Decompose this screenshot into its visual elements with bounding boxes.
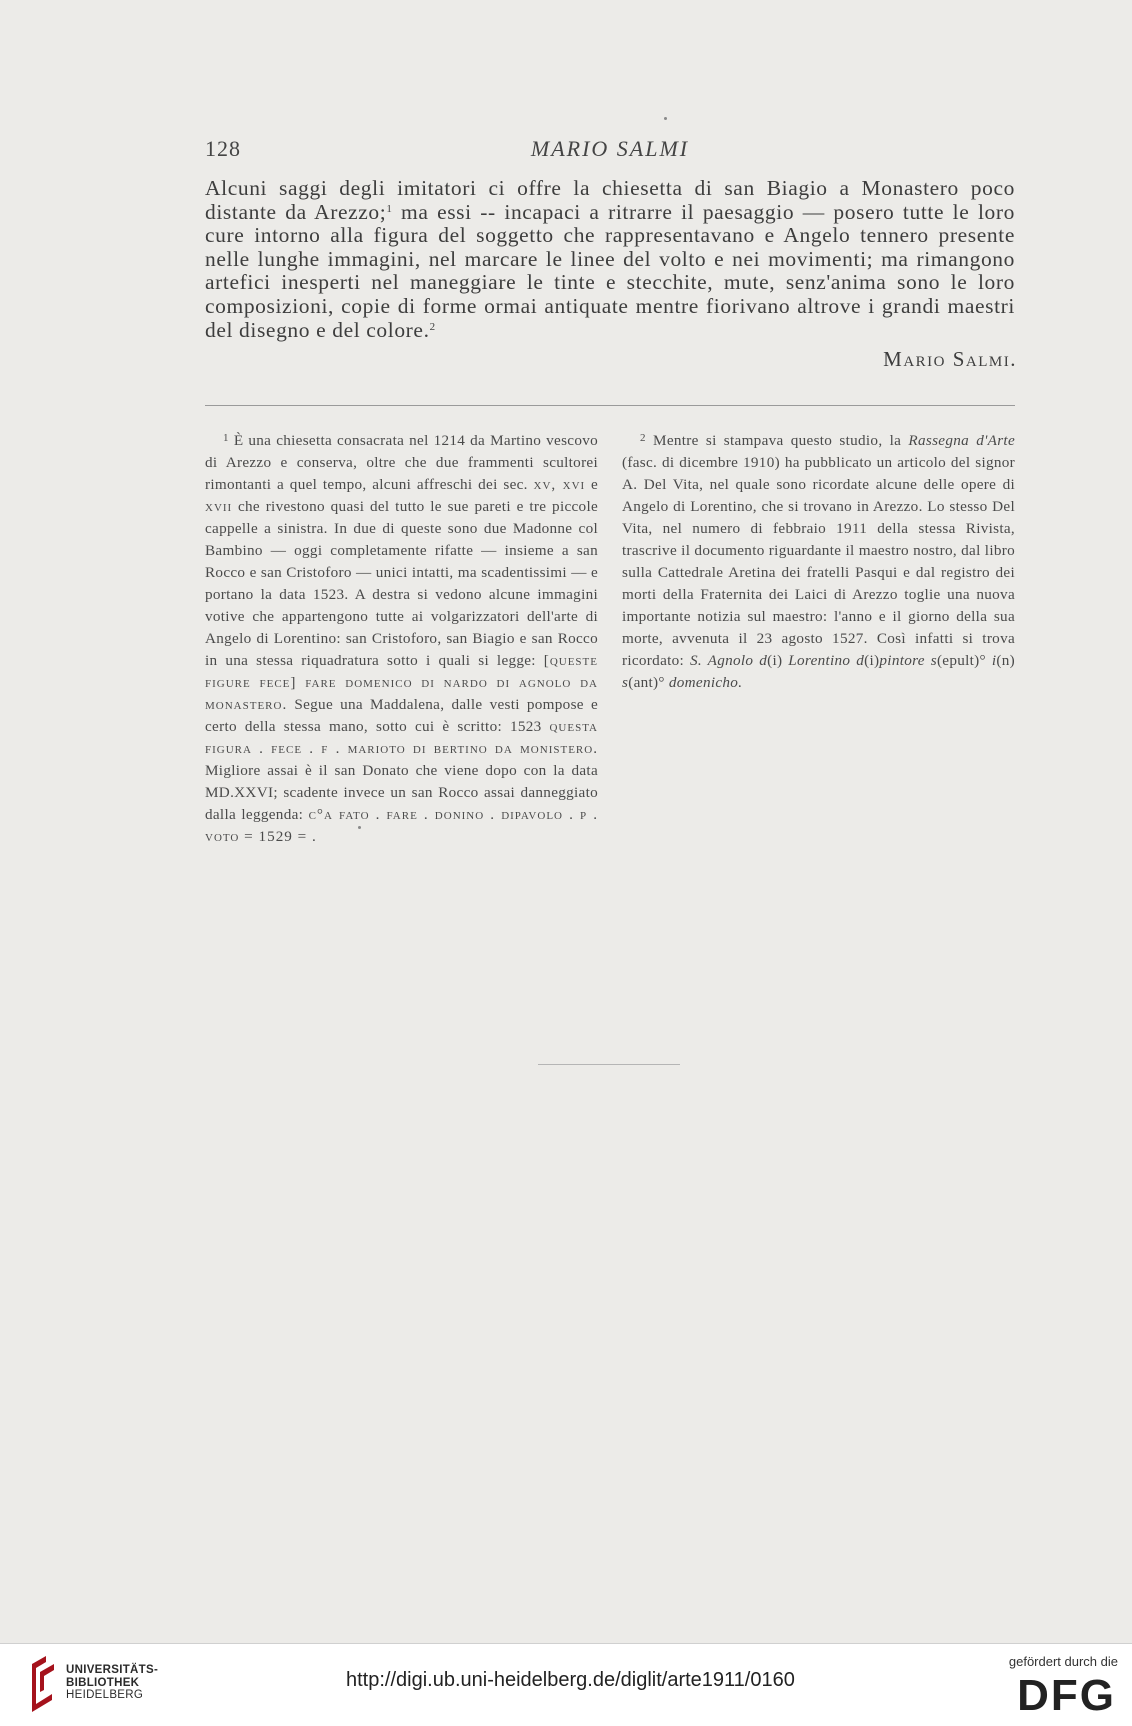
record-quote: i	[991, 652, 997, 669]
footnote-2-text: Mentre si stampava questo studio, la	[645, 432, 909, 449]
record-quote: Lorentino d	[788, 652, 865, 669]
permalink-url[interactable]: http://digi.ub.uni-heidelberg.de/diglit/arte1911/0160	[346, 1669, 795, 1691]
scan-speck	[358, 826, 361, 829]
scan-speck	[664, 117, 667, 120]
footnotes	[205, 430, 1015, 845]
library-name	[66, 1664, 158, 1702]
footnote-ref-2: 2	[429, 320, 436, 333]
record-quote: domenicho.	[668, 674, 743, 691]
footnote-2	[622, 430, 1015, 694]
footnote-1-text: Migliore assai è il san Donato che viene dopo con la data MD.XXVI; scadente invece un san Rocco assai danneggiato dalla leggenda:	[205, 762, 598, 823]
funding-caption: gefördert durch die	[1008, 1654, 1118, 1669]
footnote-column-left	[205, 430, 598, 848]
record-quote-expansion: (n)	[996, 652, 1015, 669]
footnote-1-smallcaps: xv, xvi	[533, 476, 586, 493]
footnote-ref-1: 1	[386, 202, 393, 215]
footnote-1-text: Segue una Maddalena, dalle vesti pompose e certo della stessa mano, sotto cui è scritto: 1523	[205, 696, 598, 735]
running-head: MARIO SALMI	[530, 136, 690, 161]
footnote-1-text: che rivestono quasi del tutto le sue pareti e tre piccole cappelle a sinistra. In due di queste sono due Madonne col Bambino — oggi completamente rifatte — insieme a san Rocco e san Cristoforo — unici intatti, ma scadentissimi — e portano la data 1523. A destra si vedono alcune immagini votive che appartengono tutte ai volgarizzatori dell'arte di Angelo di Lorentino: san Cristoforo, san Biagio e san Rocco in una stessa riquadratura sotto i quali si legge:	[205, 498, 598, 669]
record-quote: pintore s	[879, 652, 937, 669]
body-text-1: Alcuni saggi degli imitatori ci offre la chiesetta di san Biagio a Monastero poco distante da Arezzo;	[205, 176, 1015, 224]
record-quote-expansion: (i)	[864, 652, 880, 669]
library-name-line: HEIDELBERG	[66, 1689, 144, 1701]
library-name-line: UNIVERSITÄTS-	[66, 1664, 159, 1676]
author-signature: Mario Salmi.	[883, 347, 1017, 371]
record-quote-expansion: (ant)°	[628, 674, 669, 691]
footnote-2-marker: 2	[640, 432, 646, 444]
library-name-line: BIBLIOTHEK	[66, 1676, 140, 1689]
university-library-logo-icon	[28, 1654, 58, 1714]
record-quote-expansion: (i)	[767, 652, 789, 669]
footnote-1-inscription: questa figura . fece . f . marioto di bertino da monistero.	[205, 718, 598, 757]
main-paragraph	[205, 177, 1015, 342]
footnote-1-marker: 1	[223, 432, 229, 444]
dfg-logo: DFG	[1017, 1671, 1116, 1720]
footnote-1-text: È una chiesetta consacrata nel 1214 da Martino vescovo di Arezzo e conserva, oltre che due frammenti scultorei rimontanti a quel tempo, alcuni affreschi dei sec.	[205, 432, 598, 493]
page-number: 128	[205, 136, 241, 161]
footnote-1-smallcaps: xvii	[205, 498, 233, 515]
footnote-1	[205, 430, 598, 848]
record-quote: s	[622, 674, 629, 691]
footnote-1-inscription: [queste figure fece] fare domenico di nardo di agnolo da monastero.	[205, 652, 598, 713]
viewer-footer	[0, 1643, 1132, 1726]
body-text-2: ma essi -- incapaci a ritrarre il paesaggio — posero tutte le loro cure intorno alla figura del soggetto che rappresentavano e Angelo tennero presente nelle lunghe immagini, nel marcare le linee del volto e nei movimenti; ma rimangono artefici inesperti nel maneggiare le tinte e stecchite, mute, senz'anima sono le loro composizioni, copie di forme ormai antiquate mentre fiorivano altrove i grandi maestri del disegno e del colore.	[205, 199, 1015, 342]
footnote-separator	[205, 405, 1015, 406]
footnote-column-right	[622, 430, 1015, 694]
footnote-1-inscription: c°a fato . fare . donino . dipavolo . p . voto = 1529 = .	[205, 806, 598, 845]
page-end-rule	[538, 1064, 680, 1065]
footnote-2-text: (fasc. di dicembre 1910) ha pubblicato un articolo del signor A. Del Vita, nel quale sono ricordate alcune delle opere di Angelo di Lorentino, che si trovano in Arezzo. Lo stesso Del Vita, nel numero di febbraio 1911 della stessa Rivista, trascrive il documento riguardante il maestro nostro, dal libro sulla Cattedrale Aretina dei fratelli Pasqui e dal registro dei morti della Fraternita dei Laici di Arezzo toglie una nuova importante notizia sul maestro: l'anno e il giorno della sua morte, avvenuta il 23 agosto 1527. Così infatti si trova ricordato:	[622, 454, 1015, 669]
record-quote: S. Agnolo d	[689, 652, 768, 669]
page-header	[205, 136, 1015, 166]
record-quote-expansion: (epult)°	[936, 652, 992, 669]
journal-title: Rassegna d'Arte	[908, 432, 1015, 449]
footnote-1-text: e	[585, 476, 598, 493]
